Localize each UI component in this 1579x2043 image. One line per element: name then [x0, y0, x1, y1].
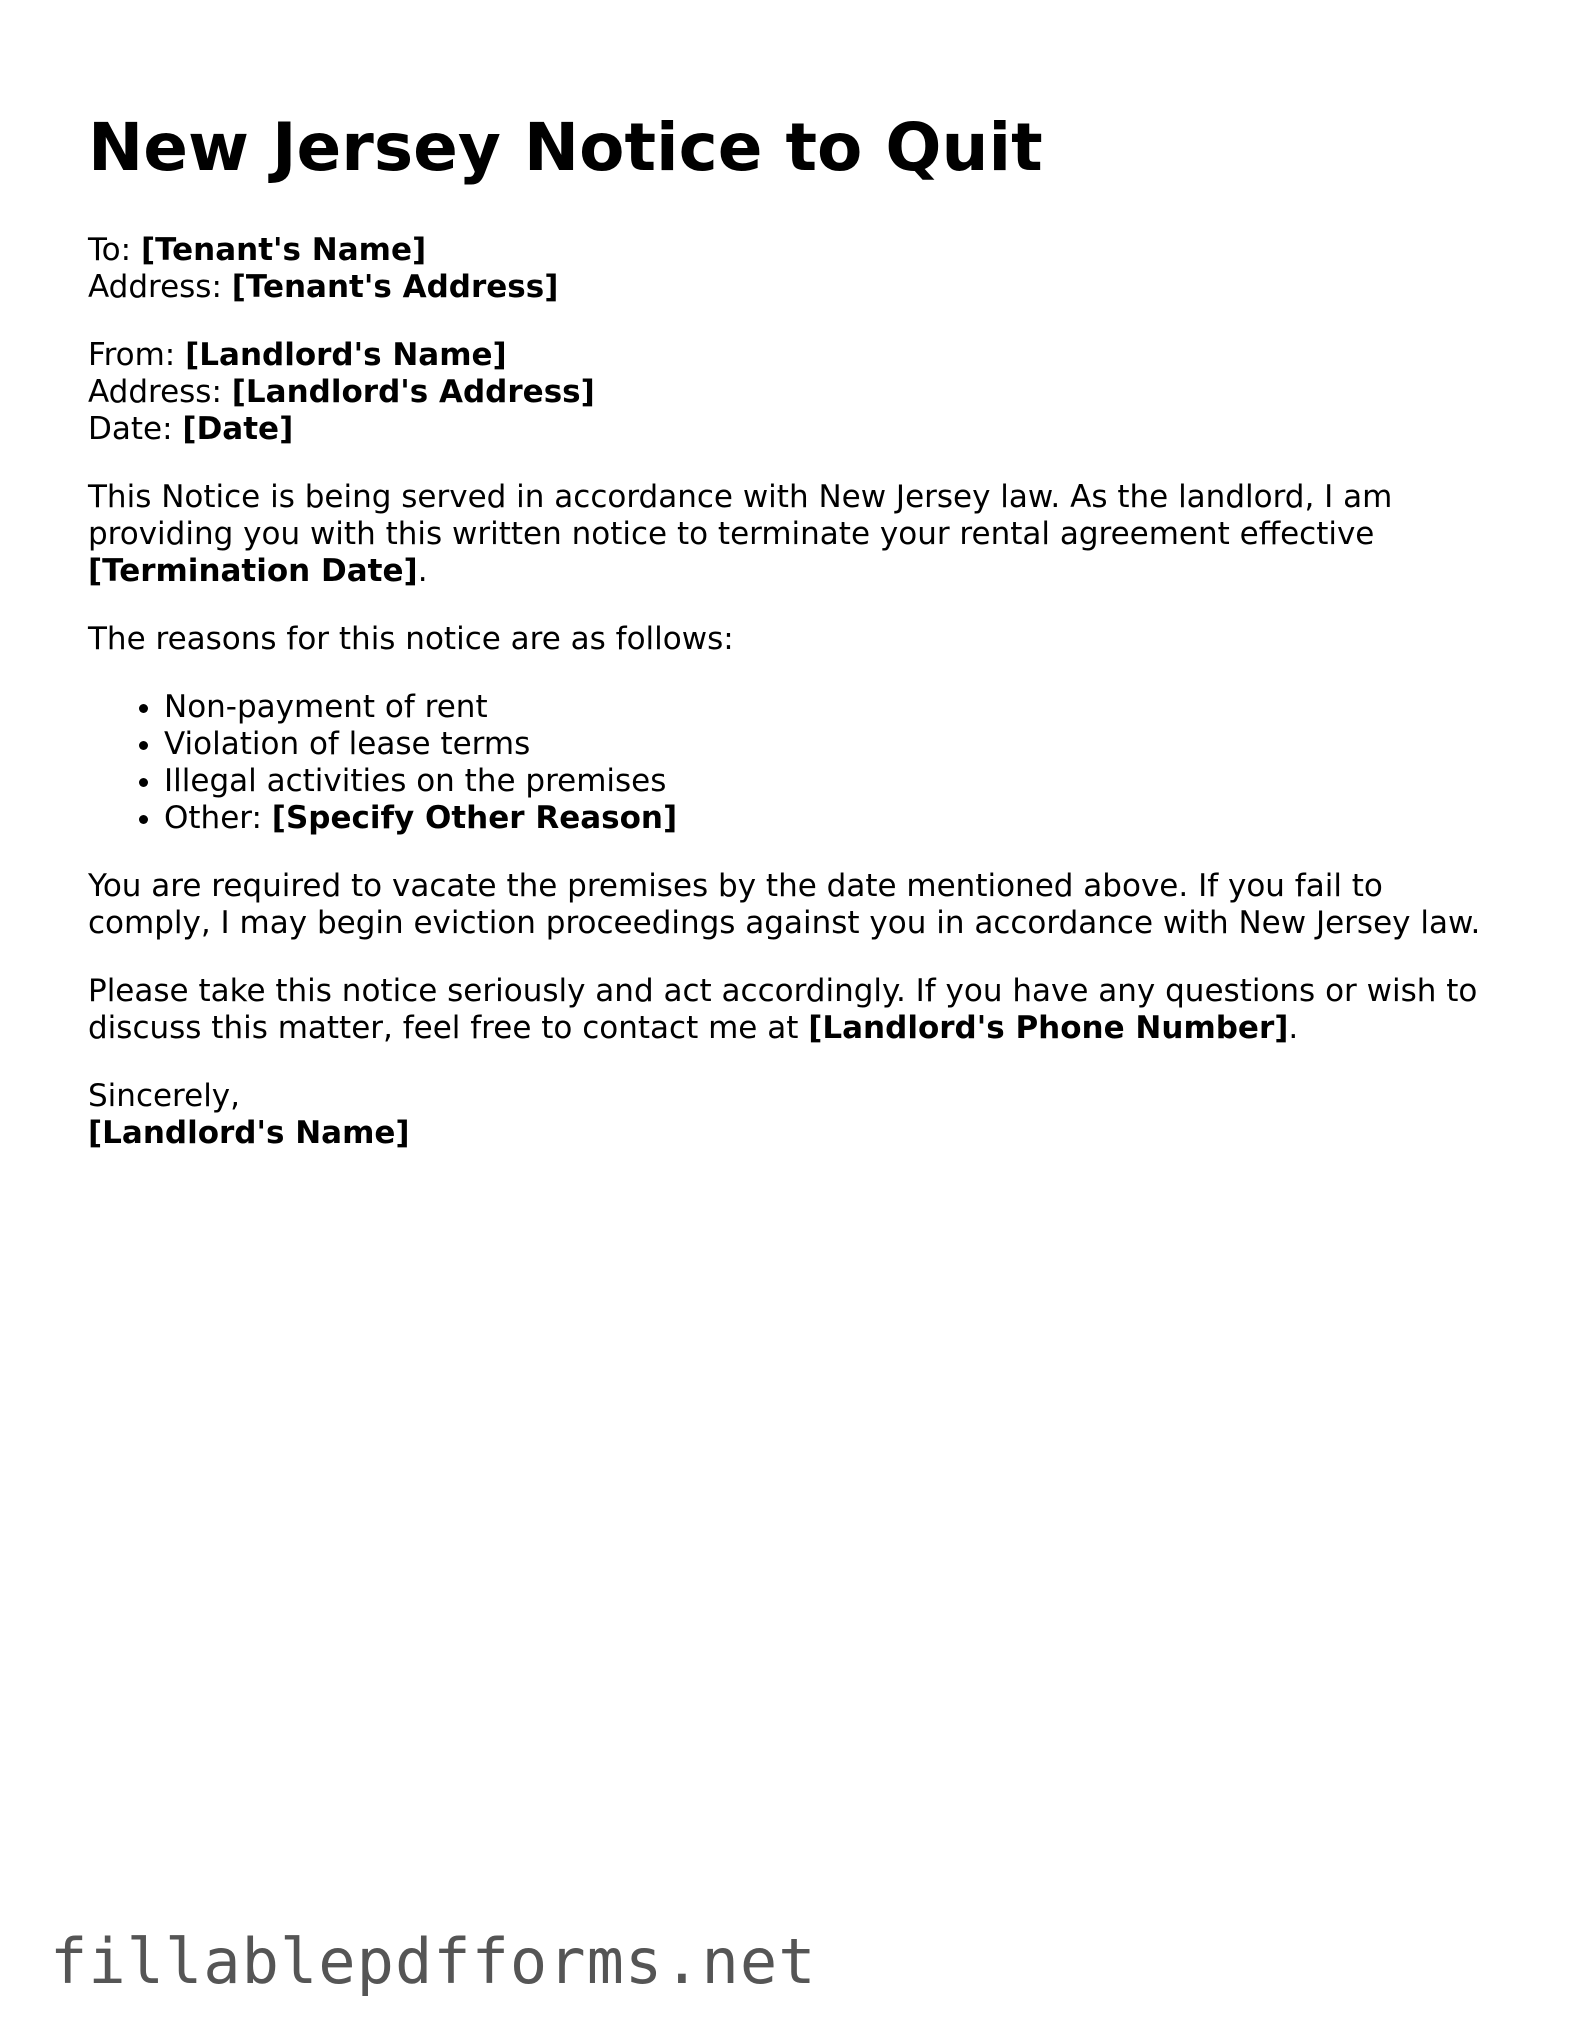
recipient-line: [88, 232, 1508, 269]
termination-date-field: [Termination Date]: [88, 553, 418, 589]
sincerely-text: Sincerely,: [88, 1078, 241, 1114]
document-page: [88, 108, 1508, 1183]
other-label: Other:: [164, 800, 262, 836]
vacate-paragraph: You are required to vacate the premises by the date mentioned above. If you fail to comply, I may begin eviction proceedings against you in accordance with New Jersey law.: [88, 868, 1481, 941]
contact-end: .: [1288, 1010, 1299, 1046]
contact-text: Please take this notice seriously and act accordingly. If you have any questions or wish to discuss this matter, feel free to contact me at: [88, 973, 1478, 1046]
landlord-phone-field: [Landlord's Phone Number]: [808, 1010, 1289, 1046]
address-label: Address:: [88, 374, 222, 410]
intro-paragraph: [88, 479, 1508, 590]
date-field: [Date]: [182, 411, 294, 447]
reasons-list: [88, 689, 1508, 837]
to-label: To:: [88, 232, 132, 268]
landlord-name-field: [Landlord's Name]: [185, 337, 507, 373]
sender-line: [88, 337, 1508, 374]
list-item: • Violation of lease terms: [164, 726, 1508, 763]
sender-block: [88, 337, 1508, 448]
tenant-address-field: [Tenant's Address]: [231, 269, 559, 305]
list-item: [164, 800, 1508, 837]
signature-name-field: [Landlord's Name]: [88, 1115, 410, 1151]
from-label: From:: [88, 337, 176, 373]
intro-end: .: [417, 553, 428, 589]
recipient-address-line: [88, 269, 1508, 306]
recipient-block: [88, 232, 1508, 306]
closing-block: [88, 1078, 1508, 1152]
list-item: • Non-payment of rent: [164, 689, 1508, 726]
address-label: Address:: [88, 269, 222, 305]
list-item: • Illegal activities on the premises: [164, 763, 1508, 800]
landlord-address-field: [Landlord's Address]: [231, 374, 595, 410]
watermark: fillablepdfforms.net: [50, 1925, 817, 1998]
date-line: [88, 411, 1508, 448]
reasons-heading: The reasons for this notice are as follows:: [88, 621, 734, 657]
other-reason-field: [Specify Other Reason]: [271, 800, 678, 836]
contact-paragraph: [88, 973, 1508, 1047]
document-title: New Jersey Notice to Quit: [88, 109, 1043, 186]
intro-text: This Notice is being served in accordance with New Jersey law. As the landlord, I am providing you with this written notice to terminate your rental agreement effective: [88, 479, 1393, 552]
date-label: Date:: [88, 411, 173, 447]
tenant-name-field: [Tenant's Name]: [140, 232, 427, 268]
sender-address-line: [88, 374, 1508, 411]
